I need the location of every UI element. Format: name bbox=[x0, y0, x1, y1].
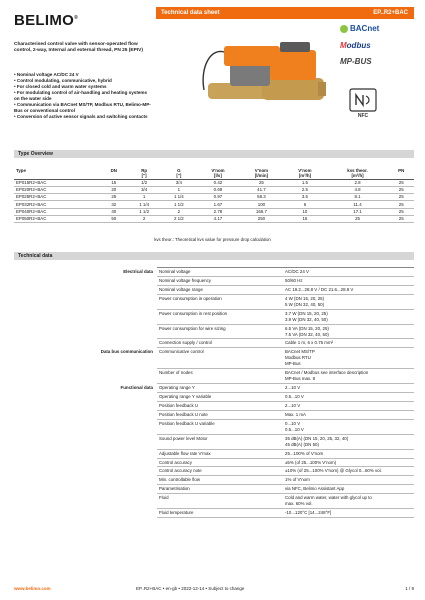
tech-property: Nominal voltage bbox=[157, 268, 283, 277]
table-cell: 4.8 bbox=[327, 186, 389, 193]
table-cell: 1 1/4 bbox=[127, 201, 162, 208]
tech-property: Sound power level Motor bbox=[157, 434, 283, 449]
tech-category bbox=[14, 393, 157, 402]
tech-row bbox=[14, 294, 414, 309]
tech-category bbox=[14, 458, 157, 467]
tech-row bbox=[14, 393, 414, 402]
tech-property: Power consumption in rest position bbox=[157, 309, 283, 324]
tech-row bbox=[14, 410, 414, 419]
table-cell: 2 1/2 bbox=[162, 215, 197, 222]
table-cell: 1 bbox=[127, 194, 162, 201]
overview-column-header: PN bbox=[388, 168, 414, 179]
table-cell: 1/2 bbox=[127, 179, 162, 186]
table-cell: 1 1/2 bbox=[127, 208, 162, 215]
type-overview-header: Type Overview bbox=[14, 150, 414, 158]
table-cell: 100 bbox=[240, 201, 283, 208]
feature-item: • Nominal voltage AC/DC 24 V bbox=[14, 72, 79, 77]
tech-property: Operating range Y variable bbox=[157, 393, 283, 402]
tech-property: Nominal voltage frequency bbox=[157, 276, 283, 285]
tech-category bbox=[14, 324, 157, 339]
tech-value: AC/DC 24 V bbox=[283, 268, 414, 277]
tech-category bbox=[14, 494, 157, 509]
feature-item: • Communication via BACnet MS/TP, Modbus RTU, Belimo-MP-Bus or conventional control bbox=[14, 102, 151, 114]
tech-property: Parametrisation bbox=[157, 485, 283, 494]
tech-value: ±5% (of 25...100% V'nom) bbox=[283, 458, 414, 467]
tech-property: Control accuracy bbox=[157, 458, 283, 467]
technical-data-header: Technical data bbox=[14, 252, 414, 260]
table-cell: 1 1/4 bbox=[162, 194, 197, 201]
tech-row bbox=[14, 309, 414, 324]
table-cell: EP020R2+BAC bbox=[14, 186, 101, 193]
tech-property: Fluid temperature bbox=[157, 509, 283, 518]
table-cell: 3/4 bbox=[127, 186, 162, 193]
table-row bbox=[14, 179, 414, 186]
tech-row bbox=[14, 476, 414, 485]
table-cell: 0.69 bbox=[196, 186, 239, 193]
table-cell: 250 bbox=[240, 215, 283, 222]
nfc-icon bbox=[349, 88, 377, 118]
tech-row bbox=[14, 434, 414, 449]
table-cell: 25 bbox=[388, 186, 414, 193]
table-cell: 25 bbox=[240, 179, 283, 186]
tech-value: 3.7 W (DN 15, 20, 25) 3.9 W (DN 32, 40, 50) bbox=[283, 309, 414, 324]
tech-category bbox=[14, 276, 157, 285]
tech-category bbox=[14, 309, 157, 324]
table-cell: 0.42 bbox=[196, 179, 239, 186]
tech-value: Cable 1 m, 6 x 0.75 mm² bbox=[283, 339, 414, 348]
tech-property: Power consumption in operation bbox=[157, 294, 283, 309]
table-cell: 2.5 bbox=[283, 186, 326, 193]
protocol-logos bbox=[340, 24, 414, 71]
feature-item: • For modulating control of air-handling and heating systems on the water side bbox=[14, 90, 148, 102]
product-intro: Characterised control valve with sensor-operated flow control, 2-way, Internal and external thread, PN 25 (EPIV) bbox=[14, 42, 143, 54]
table-row bbox=[14, 194, 414, 201]
table-cell: 10 bbox=[283, 208, 326, 215]
table-cell: 8.1 bbox=[327, 194, 389, 201]
table-cell: EP032R2+BAC bbox=[14, 201, 101, 208]
tech-property: Connection supply / control bbox=[157, 339, 283, 348]
tech-row bbox=[14, 467, 414, 476]
table-cell: 1.5 bbox=[283, 179, 326, 186]
tech-value: 0...10 V 0.5...10 V bbox=[283, 419, 414, 434]
tech-value: 6.5 VA (DN 15, 20, 25) 7.5 VA (DN 32, 40, 50) bbox=[283, 324, 414, 339]
tech-category: Functional data bbox=[120, 384, 153, 390]
tech-property: Fluid bbox=[157, 494, 283, 509]
tech-value: Max. 1 mA bbox=[283, 410, 414, 419]
tech-category bbox=[14, 434, 157, 449]
bacnet-logo: BACnet bbox=[340, 24, 414, 38]
table-cell: 3/4 bbox=[162, 179, 197, 186]
tech-row bbox=[14, 324, 414, 339]
feature-item: • Conversion of active sensor signals and switching contacts bbox=[14, 114, 148, 120]
table-cell: 1.67 bbox=[196, 201, 239, 208]
tech-row bbox=[14, 449, 414, 458]
table-cell: EP015R2+BAC bbox=[14, 179, 101, 186]
table-cell: 25 bbox=[388, 194, 414, 201]
tech-category bbox=[14, 285, 157, 294]
tech-category: Data bus communication bbox=[100, 348, 153, 354]
table-cell: 25 bbox=[388, 179, 414, 186]
table-cell: 58.3 bbox=[240, 194, 283, 201]
table-cell: 4.17 bbox=[196, 215, 239, 222]
feature-item: • Control modulating, communicative, hybrid bbox=[14, 78, 112, 84]
header-bar bbox=[156, 7, 414, 19]
tech-category bbox=[14, 339, 157, 348]
table-cell: 2 bbox=[162, 208, 197, 215]
tech-value: BACnet MS/TP Modbus RTU MP-Bus bbox=[283, 348, 414, 369]
table-cell: 15 bbox=[283, 215, 326, 222]
table-cell: 2.78 bbox=[196, 208, 239, 215]
table-cell: EP040R2+BAC bbox=[14, 208, 101, 215]
table-cell: 11.4 bbox=[327, 201, 389, 208]
tech-property: Min. controllable flow bbox=[157, 476, 283, 485]
tech-category bbox=[14, 449, 157, 458]
table-cell: 1 1/2 bbox=[162, 201, 197, 208]
tech-property: Number of nodes bbox=[157, 369, 283, 384]
tech-category: Electrical data bbox=[123, 268, 153, 274]
tech-row bbox=[14, 285, 414, 294]
tech-value: 0.5...10 V bbox=[283, 393, 414, 402]
table-cell: EP025R2+BAC bbox=[14, 194, 101, 201]
mp-bus-logo: MP-BUS bbox=[340, 57, 372, 66]
table-row bbox=[14, 215, 414, 222]
table-cell: 25 bbox=[101, 194, 127, 201]
tech-row bbox=[14, 339, 414, 348]
tech-row bbox=[14, 369, 414, 384]
table-cell: 25 bbox=[388, 208, 414, 215]
table-cell: 17.1 bbox=[327, 208, 389, 215]
tech-property: Adjustable flow rate V'max bbox=[157, 449, 283, 458]
tech-property: Position feedback U note bbox=[157, 410, 283, 419]
overview-column-header: V'nom [l/s] bbox=[196, 168, 239, 179]
table-cell: 50 bbox=[101, 215, 127, 222]
tech-row bbox=[14, 348, 414, 369]
tech-row bbox=[14, 485, 414, 494]
overview-column-header: V'nom [l/min] bbox=[240, 168, 283, 179]
tech-property: Nominal voltage range bbox=[157, 285, 283, 294]
tech-row bbox=[14, 276, 414, 285]
doc-type-label: Technical data sheet bbox=[161, 9, 220, 16]
tech-category bbox=[14, 419, 157, 434]
feature-item: • For closed cold and warm water systems bbox=[14, 84, 107, 90]
table-cell: 1 bbox=[162, 186, 197, 193]
product-code-label: EP..R2+BAC bbox=[373, 9, 408, 16]
tech-category bbox=[14, 401, 157, 410]
tech-row bbox=[14, 401, 414, 410]
table-cell: 20 bbox=[101, 186, 127, 193]
tech-row bbox=[14, 419, 414, 434]
tech-category bbox=[14, 509, 157, 518]
table-cell: 25 bbox=[388, 215, 414, 222]
tech-property: Operating range Y bbox=[157, 384, 283, 393]
table-cell: 41.7 bbox=[240, 186, 283, 193]
tech-value: 1% of V'nom bbox=[283, 476, 414, 485]
technical-data-table bbox=[14, 267, 414, 518]
table-cell: 3.5 bbox=[283, 194, 326, 201]
table-cell: EP050R2+BAC bbox=[14, 215, 101, 222]
tech-category bbox=[14, 476, 157, 485]
table-cell: 6 bbox=[283, 201, 326, 208]
overview-column-header: G ["] bbox=[162, 168, 197, 179]
table-cell: 0.97 bbox=[196, 194, 239, 201]
table-cell: 15 bbox=[101, 179, 127, 186]
tech-value: 4 W (DN 15, 20, 25) 5 W (DN 32, 40, 50) bbox=[283, 294, 414, 309]
table-cell: 40 bbox=[101, 208, 127, 215]
overview-column-header: V'nom [m³/h] bbox=[283, 168, 326, 179]
overview-column-header: kvs theor. [m³/h] bbox=[327, 168, 389, 179]
website-link[interactable]: www.belimo.com bbox=[14, 586, 51, 591]
tech-value: 35 dB(A) (DN 15, 20, 25, 32, 40) 45 dB(A) (DN 50) bbox=[283, 434, 414, 449]
tech-value: 2...10 V bbox=[283, 401, 414, 410]
table-cell: 2.8 bbox=[327, 179, 389, 186]
tech-value: 50/60 Hz bbox=[283, 276, 414, 285]
tech-category bbox=[14, 410, 157, 419]
table-cell: 25 bbox=[327, 215, 389, 222]
tech-value: AC 19.2...28.8 V / DC 21.6...28.8 V bbox=[283, 285, 414, 294]
feature-list bbox=[14, 72, 152, 121]
table-cell: 25 bbox=[388, 201, 414, 208]
overview-column-header: DN bbox=[101, 168, 127, 179]
tech-row bbox=[14, 384, 414, 393]
tech-value: BACnet / Modbus see interface description MP-Bus max. 8 bbox=[283, 369, 414, 384]
tech-value: 2...10 V bbox=[283, 384, 414, 393]
tech-property: Position feedback U bbox=[157, 401, 283, 410]
table-cell: 32 bbox=[101, 201, 127, 208]
tech-category bbox=[14, 294, 157, 309]
tech-row bbox=[14, 268, 414, 277]
table-cell: 166.7 bbox=[240, 208, 283, 215]
valve-actuator-image bbox=[200, 28, 330, 128]
tech-value: 25...100% of V'nom bbox=[283, 449, 414, 458]
tech-property: Communicative control bbox=[157, 348, 283, 369]
document-info: EP..R2+BAC • en-gb • 2022-12-14 • Subject to change bbox=[136, 586, 245, 591]
kvs-footnote: kvs theor.: Theoretical kvs value for pressure drop calculation bbox=[154, 237, 271, 242]
tech-category bbox=[14, 467, 157, 476]
table-row bbox=[14, 208, 414, 215]
tech-category bbox=[14, 369, 157, 384]
tech-row bbox=[14, 458, 414, 467]
belimo-logo: BELIMO® bbox=[14, 12, 79, 29]
modbus-logo: Modbus bbox=[340, 41, 371, 50]
table-cell: 2 bbox=[127, 215, 162, 222]
svg-text:NFC: NFC bbox=[357, 113, 369, 118]
tech-value: via NFC, Belimo Assistant App bbox=[283, 485, 414, 494]
tech-property: Power consumption for wire sizing bbox=[157, 324, 283, 339]
tech-property: Control accuracy note bbox=[157, 467, 283, 476]
tech-value: -10...120°C [14...248°F] bbox=[283, 509, 414, 518]
tech-value: Cold and warm water, water with glycol up to max. 60% vol. bbox=[283, 494, 414, 509]
page-number: 1 / 9 bbox=[405, 586, 414, 591]
overview-column-header: Rp ["] bbox=[127, 168, 162, 179]
overview-column-header: Type bbox=[14, 168, 101, 179]
tech-row bbox=[14, 494, 414, 509]
tech-category bbox=[14, 485, 157, 494]
tech-value: ±10% (of 25...100% V'nom) @ Glycol 0...60% vol. bbox=[283, 467, 414, 476]
tech-row bbox=[14, 509, 414, 518]
table-row bbox=[14, 201, 414, 208]
table-row bbox=[14, 186, 414, 193]
tech-property: Position feedback U variable bbox=[157, 419, 283, 434]
type-overview-table bbox=[14, 168, 414, 223]
